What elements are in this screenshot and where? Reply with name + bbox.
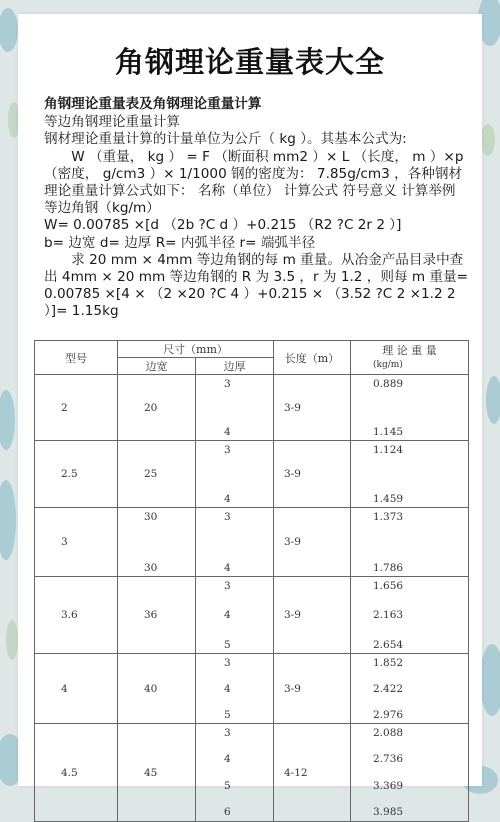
- width-cell: 25: [118, 441, 196, 508]
- thickness-cell: [196, 724, 274, 822]
- weight-cell: [351, 724, 469, 822]
- width-cell: 40: [118, 654, 196, 724]
- length-cell: 3-9: [274, 441, 351, 508]
- model-cell: 4: [35, 654, 118, 724]
- thicknesses-value: 4: [224, 753, 231, 766]
- width-cell: [118, 508, 196, 577]
- header-model: 型号: [35, 341, 118, 375]
- weights-value: 1.656: [373, 579, 404, 592]
- header-weight-label: 理 论 重 量: [382, 343, 437, 357]
- width-cell: 45: [118, 724, 196, 822]
- page-title: 角钢理论重量表大全: [114, 45, 385, 79]
- weights-value: 2.163: [373, 609, 404, 621]
- header-width: 边宽: [118, 358, 196, 375]
- article-subtitle: 角钢理论重量表及角钢理论重量计算: [44, 96, 262, 112]
- model-cell: 2: [35, 375, 118, 441]
- weight-cell: [351, 577, 469, 654]
- paragraph: 等边角钢理论重量计算: [44, 114, 180, 131]
- thickness-cell: [196, 508, 274, 577]
- weights-value: 0.889: [373, 377, 404, 390]
- thickness-cell: [196, 654, 274, 724]
- thickness-cell: [196, 441, 274, 508]
- weights-value: 1.786: [373, 561, 404, 574]
- header-weight: [351, 341, 469, 375]
- thicknesses-value: 3: [224, 510, 231, 523]
- table-row: [35, 508, 469, 577]
- header-length: 长度（m）: [274, 341, 351, 375]
- weight-cell: [351, 654, 469, 724]
- weights-value: 1.124: [373, 443, 404, 456]
- length-cell: 3-9: [274, 375, 351, 441]
- header-size: 尺寸（mm）: [118, 341, 274, 358]
- thicknesses-value: 4: [224, 561, 231, 574]
- paragraph: b= 边宽 d= 边厚 R= 内弧半径 r= 端弧半径: [44, 234, 316, 251]
- weight-cell: [351, 441, 469, 508]
- weights-value: 2.088: [373, 726, 404, 739]
- paragraph: 求 20 mm × 4mm 等边角钢的每 m 重量。从冶金产品目录中查出 4mm × 20 mm 等边角钢的 R 为 3.5 ，r 为 1.2 ，则每 m 重量= 0.00785 ×[4 × （2 ×20 ?C 4 ）+0.215 × （3.52 ?C 2 ×1.2 2 ）]= 1.15kg: [44, 251, 469, 320]
- model-cell: 4.5: [35, 724, 118, 822]
- thicknesses-value: 3: [224, 726, 231, 739]
- thicknesses-value: 5: [224, 779, 231, 792]
- header-thickness: 边厚: [196, 358, 274, 375]
- weights-value: 2.654: [373, 638, 404, 651]
- article-body: [44, 96, 470, 321]
- width-cell: 36: [118, 577, 196, 654]
- table-row: [35, 724, 469, 822]
- model-cell: 3.6: [35, 577, 118, 654]
- weights-value: 1.373: [373, 510, 404, 523]
- weights-value: 2.976: [373, 708, 404, 721]
- thicknesses-value: 3: [224, 579, 231, 592]
- length-cell: 3-9: [274, 654, 351, 724]
- weights-value: 2.736: [373, 753, 404, 766]
- table-row: [35, 441, 469, 508]
- widths-value: 30: [144, 561, 158, 574]
- length-cell: 3-9: [274, 577, 351, 654]
- weights-value: 1.459: [373, 492, 404, 505]
- thickness-cell: [196, 577, 274, 654]
- model-cell: 2.5: [35, 441, 118, 508]
- thicknesses-value: 6: [224, 806, 231, 819]
- thicknesses-value: 5: [224, 708, 231, 721]
- widths-value: 30: [144, 510, 158, 523]
- weights-value: 1.852: [373, 656, 404, 669]
- table-row: [35, 375, 469, 441]
- weights-value: 3.369: [373, 779, 404, 792]
- paragraph: W （重量， kg ） = F （断面积 mm2 ）× L （长度， m ）×p（密度， g/cm3 ）× 1/1000 钢的密度为： 7.85g/cm3 ，各种钢材理论重量计算公式如下： 名称（单位） 计算公式 符号意义 计算举例 等边角钢（kg/m）: [44, 148, 464, 217]
- length-cell: 3-9: [274, 508, 351, 577]
- thicknesses-value: 4: [224, 492, 231, 505]
- table-row: [35, 654, 469, 724]
- thicknesses-value: 3: [224, 377, 231, 390]
- thicknesses-value: 4: [224, 425, 231, 438]
- paragraph: W= 0.00785 ×[d （2b ?C d ）+0.215 （R2 ?C 2r 2 ）]: [44, 217, 402, 234]
- paragraph: 钢材理论重量计算的计量单位为公斤（ kg ）。其基本公式为:: [44, 131, 407, 148]
- weights-value: 3.985: [373, 806, 404, 819]
- weight-cell: [351, 508, 469, 577]
- model-cell: 3: [35, 508, 118, 577]
- length-cell: 4-12: [274, 724, 351, 822]
- thicknesses-value: 5: [224, 638, 231, 651]
- thicknesses-value: 3: [224, 443, 231, 456]
- header-weight-unit: (kg/m): [373, 359, 403, 370]
- weights-value: 1.145: [373, 425, 404, 438]
- width-cell: 20: [118, 375, 196, 441]
- thickness-cell: [196, 375, 274, 441]
- thicknesses-value: 3: [224, 656, 231, 669]
- angle-steel-weight-table: [34, 340, 468, 822]
- weight-cell: [351, 375, 469, 441]
- table-row: [35, 577, 469, 654]
- weights-value: 2.422: [373, 682, 404, 695]
- thicknesses-value: 4: [224, 609, 231, 621]
- thicknesses-value: 4: [224, 682, 231, 695]
